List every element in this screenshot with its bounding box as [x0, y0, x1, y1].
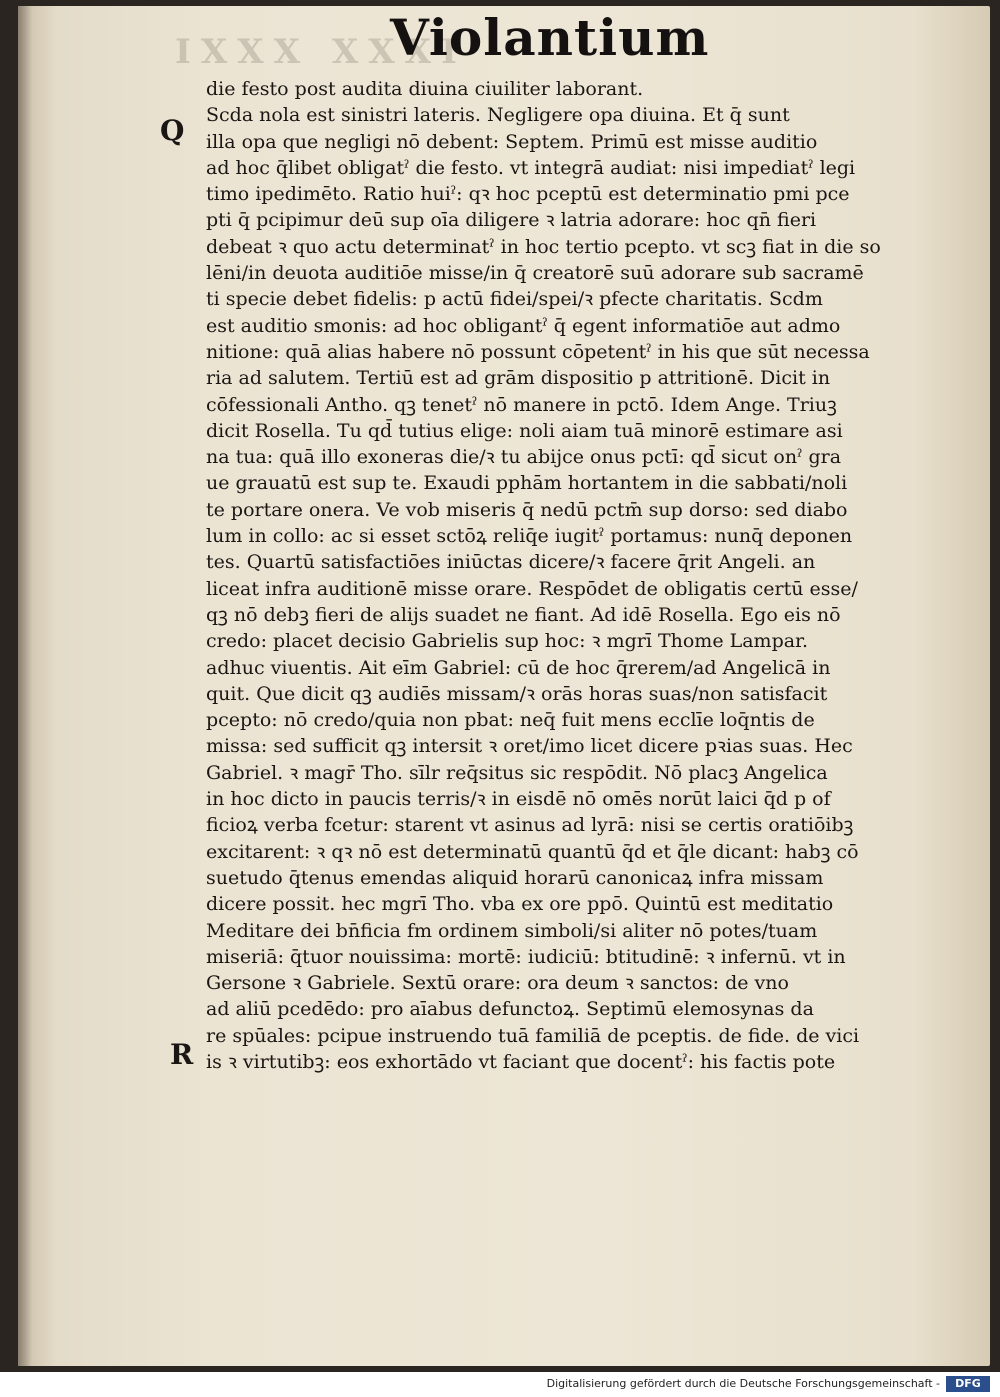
text-line: missa: sed sufficit qꝫ intersit ꝛ oret/imo licet dicere pꝛias suas. Hec — [206, 735, 853, 758]
dfg-logo: DFG — [946, 1376, 990, 1392]
footer-credit: Digitalisierung gefördert durch die Deutsche Forschungsgemeinschaft - — [546, 1377, 940, 1390]
text-line: ad hoc q̄libet obligatˀ die festo. vt integrā audiat: nisi impediatˀ legi — [206, 156, 856, 179]
text-line: est auditio smonis: ad hoc obligantˀ q̄ egent informatiōe aut admo — [206, 314, 841, 337]
text-line: timo ipedimēto. Ratio huiˀ: qꝛ hoc pceptū est determinatio pmi pce — [206, 183, 850, 206]
text-line: credo: placet decisio Gabrielis sup hoc: ꝛ mgrī Thome Lampar. — [206, 630, 809, 653]
text-line: ad aliū pcedēdo: pro aīabus defunctoꝝ. Septimū elemosynas da — [206, 998, 814, 1021]
text-line: Gersone ꝛ Gabriele. Sextū orare: ora deum ꝛ sanctos: de vno — [206, 972, 789, 995]
text-line: nitione: quā alias habere nō possunt cōpetentˀ in his que sūt necessa — [206, 340, 870, 363]
text-line: dicere possit. hec mgrī Tho. vba ex ore ppō. Quintū est meditatio — [206, 893, 834, 916]
body-text — [206, 76, 944, 1075]
text-line: miseriā: q̄tuor nouissima: mortē: iudiciū: btitudinē: ꝛ infernū. vt in — [206, 945, 846, 968]
text-line: tes. Quartū satisfactiōes iniūctas dicere/ꝛ facere q̄rit Angeli. an — [206, 551, 816, 574]
page-gutter-shadow — [18, 6, 32, 1366]
text-line: adhuc viuentis. Ait eīm Gabriel: cū de hoc q̄rerem/ad Angelicā in — [206, 656, 831, 679]
text-line: pcepto: nō credo/quia non pbat: neq̄ fuit mens ecclīe loq̄ntis de — [206, 709, 815, 732]
text-line: qꝫ nō debꝫ fieri de alijs suadet ne fiant. Ad idē Rosella. Ego eis nō — [206, 603, 841, 626]
text-line: illa opa que negligi nō debent: Septem. Primū est misse auditio — [206, 130, 818, 153]
bleed-through-text: IXXX XXXI — [175, 32, 467, 72]
text-line: Meditare dei bn̄ficia fm ordinem simboli/si aliter nō potes/tuam — [206, 919, 818, 942]
text-line: re spūales: pcipue instruendo tuā familiā de pceptis. de fide. de vici — [206, 1024, 860, 1047]
footer-bar — [0, 1372, 1000, 1397]
text-line: te portare onera. Ve vob miseris q̄ nedū pctm̄ sup dorso: sed diabo — [206, 498, 848, 521]
text-line: liceat infra auditionē misse orare. Respōdet de obligatis certū esse/ — [206, 577, 858, 600]
text-line: in hoc dicto in paucis terris/ꝛ in eisdē nō omēs norūt laici q̄d p of — [206, 788, 831, 811]
text-line: ti specie debet fidelis: p actū fidei/spei/ꝛ pfecte charitatis. Scdm — [206, 288, 823, 311]
text-line: lum in collo: ac si esset sctōꝝ reliq̄e iugitˀ portamus: nunq̄ deponen — [206, 525, 853, 548]
margin-mark-r: R — [170, 1038, 194, 1071]
text-line: lēni/in deuota auditiōe misse/in q̄ creatorē suū adorare sub sacramē — [206, 262, 864, 285]
text-line: dicit Rosella. Tu qd̄ tutius elige: noli aiam tuā minorē estimare asi — [206, 419, 843, 442]
text-line: na tua: quā illo exoneras die/ꝛ tu abijce onus pctī: qd̄ sicut onˀ gra — [206, 446, 842, 469]
page-heading: Violantium — [390, 8, 710, 67]
text-line: quit. Que dicit qꝫ audiēs missam/ꝛ orās horas suas/non satisfacit — [206, 682, 828, 705]
text-line: pti q̄ pcipimur deū sup oīa diligere ꝛ latria adorare: hoc qn̄ fieri — [206, 209, 817, 232]
text-line: is ꝛ virtutibꝫ: eos exhortādo vt faciant que docentˀ: his factis pote — [206, 1050, 836, 1073]
text-line: ue grauatū est sup te. Exaudi pphām hortantem in die sabbati/noli — [206, 472, 848, 495]
text-line: Gabriel. ꝛ magr̄ Tho. sīlr req̄situs sic respōdit. Nō placꝫ Angelica — [206, 761, 828, 784]
text-line: suetudo q̄tenus emendas aliquid horarū canonicaꝝ infra missam — [206, 866, 824, 889]
text-line: ria ad salutem. Tertiū est ad grām dispositio p attritionē. Dicit in — [206, 367, 831, 390]
text-line: Scda nola est sinistri lateris. Negligere opa diuina. Et q̄ sunt — [206, 104, 790, 127]
text-line: excitarent: ꝛ qꝛ nō est determinatū quantū q̄d et q̄le dicant: habꝫ cō — [206, 840, 859, 863]
text-line: ficioꝝ verba fcetur: starent vt asinus ad lyrā: nisi se certis oratiōibꝫ — [206, 814, 854, 837]
text-line: debeat ꝛ quo actu determinatˀ in hoc tertio pcepto. vt scꝫ fiat in die so — [206, 235, 881, 258]
margin-mark-q: Q — [160, 114, 185, 147]
text-line: cōfessionali Antho. qꝫ tenetˀ nō manere in pctō. Idem Ange. Triuꝫ — [206, 393, 837, 416]
text-line: die festo post audita diuina ciuiliter laborant. — [206, 78, 644, 100]
